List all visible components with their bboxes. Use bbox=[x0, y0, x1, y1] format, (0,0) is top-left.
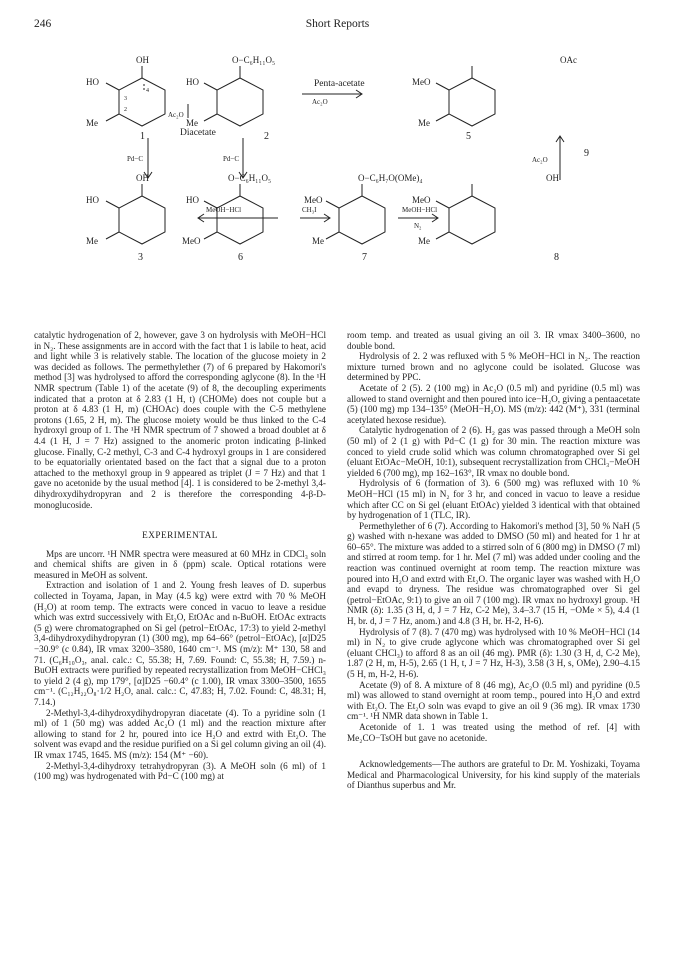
label-7: 7 bbox=[362, 252, 367, 263]
n2-label: N₂ bbox=[414, 222, 422, 230]
s6-meo: MeO bbox=[182, 236, 201, 246]
paragraph-acetonide: Acetonide of 1. 1 was treated using the method of ref. [4] with Me₂CO−TsOH but gave no acetonide. bbox=[347, 721, 640, 743]
ac2o-vertical-label: Ac₂O bbox=[532, 156, 548, 164]
paragraph-hydrogenation-1: 2-Methyl-3,4-dihydroxy tetrahydropyran (3). A MeOH soln (6 ml) of 1 (100 mg) was hydrogenated with Pd−C (100 mg) at bbox=[34, 760, 326, 782]
paragraph-permethylether: Permethylether of 6 (7). According to Hakomori's method [3], 50 % NaH (5 g) washed with n-hexane was added to DMSO (50 ml) and heated for 1 hr at 60–65°. The mixture was added to a stirred soln of 6 (800 mg) in DMSO (7 ml) and stirred at room temp. for 1 hr. MeI (7 ml) was added under cooling and the reaction was continued overnight at room temp. The reaction mixture was poured into H₂O and extrd with Et₂O. The organic layer was washed with H₂O and evapd to dryness. The residue was chromatographed over Si gel (petrol−EtOAc, 9:1) to give an oil 7 (100 mg). IR νmax no hydroxyl group. ¹H NMR (δ): 1.35 (3 H, d, J = 7 Hz, C-2 Me), 3.4–3.7 (15 H, −OMe × 5), 4.4 (1 H, br. d, J = 7 Hz, anom.) and 4.8 (3 H, br. H-2, H-6). bbox=[347, 520, 640, 627]
s6-ho: HO bbox=[186, 195, 199, 205]
s8-me: Me bbox=[418, 236, 430, 246]
s2-glc: O−C₆H₁₁O₅ bbox=[232, 55, 276, 65]
paragraph-extraction: Extraction and isolation of 1 and 2. Young fresh leaves of D. superbus collected in Toyama, Japan, in May (4.5 kg) were extrd with 70 % MeOH (H₂O) at room temp. The extracts were conced in vacuo to leave a residue which was extrd successively with Et₂O, EtOAc and n-BuOH. EtOAc extracts (5 g) were chromatographed on Si gel (petrol−EtOAc, 17:3) to yield 2-methyl 3,4-dihydroxydihydropyran (1) (300 mg), mp 64–66° (petrol−EtOAc), [α]D25 −30.9° (c 0.84), IR νmax 3200–3580, 1640 cm⁻¹. MS (m/z): M⁺ 130, 58 and 71. (C₆H₁₀O₃, anal. calc.: C, 55.38; H, 7.69. Found: C, 55.38; H, 7.59.) n-BuOH extracts were purified by repeated recrystallization from MeOH−CHCl₃ to yield 2 (4 g), mp 179°, [α]D25 −60.4° (c 1.00), IR νmax 3300–3500, 1655 cm⁻¹. (C₁₂H₂₂O₈·1/2 H₂O, anal. calc.: C, 47.83; H, 7.02. Found: C, 48.31; H, 7.14.) bbox=[34, 580, 326, 707]
s5-me: Me bbox=[418, 118, 430, 128]
s3-me: Me bbox=[86, 236, 98, 246]
s8-oh: OH bbox=[546, 173, 559, 183]
s6-glc: O−C₆H₁₁O₅ bbox=[228, 173, 272, 183]
s7-me: Me bbox=[312, 236, 324, 246]
s2-me: Me bbox=[186, 118, 198, 128]
paragraph-continued: room temp. and treated as usual giving an oil 3. IR νmax 3400–3600, no double bond. bbox=[347, 330, 640, 351]
page-header bbox=[0, 18, 675, 34]
page-number: 246 bbox=[34, 18, 52, 30]
right-column bbox=[347, 330, 640, 791]
label-3: 3 bbox=[138, 252, 143, 263]
paragraph-hydrolysis-7: Hydrolysis of 7 (8). 7 (470 mg) was hydrolysed with 10 % MeOH−HCl (14 ml) in N₂ to give crude aglycone which was chromatographed over Si gel (eluant CHCl₃) to afford 8 as an oil (46 mg). PMR (δ): 1.30 (3 H, d, C-2 Me), 1.87 (2 H, m, H-5), 2.65 (1 H, t, J = 7 Hz, H-3), 3.58 (3 H, s, OMe), 2.90–4.15 (5 H, m, H-2, H-6). bbox=[347, 626, 640, 679]
scheme-lines bbox=[106, 66, 564, 244]
label-2: 2 bbox=[264, 131, 269, 142]
label-8: 8 bbox=[554, 252, 559, 263]
s1-ho: HO bbox=[86, 77, 99, 87]
meoh-hcl-n2-label: MeOH−HCl bbox=[402, 206, 438, 214]
ring-num-4: 4 bbox=[146, 88, 149, 94]
reaction-scheme bbox=[0, 40, 675, 325]
paragraph-acetate-8: Acetate (9) of 8. A mixture of 8 (46 mg), Ac₂O (0.5 ml) and pyridine (0.5 ml) was allowed to stand overnight at room temp., poured into H₂O and extrd with Et₂O. The Et₂O soln was evapd to give an oil 9 (36 mg). IR νmax 1730 cm⁻¹. ¹H NMR data shown in Table 1. bbox=[347, 679, 640, 722]
ac2o-arrow-label: Ac₂O bbox=[312, 98, 328, 106]
s2-ho: HO bbox=[186, 77, 199, 87]
label-9: 9 bbox=[584, 148, 589, 159]
experimental-heading: EXPERIMENTAL bbox=[142, 530, 218, 541]
pentaacetate-label: Penta-acetate bbox=[314, 79, 365, 89]
s3-oh: OH bbox=[136, 173, 149, 183]
label-6: 6 bbox=[238, 252, 243, 263]
paragraph-acknowledgements: Acknowledgements—The authors are grateful to Dr. M. Yoshizaki, Toyama Medical and Pharmacological University, for his kind supply of the materials of Dianthus superbus and Mr. bbox=[347, 759, 640, 791]
s5-oac: OAc bbox=[560, 55, 577, 65]
s1-me: Me bbox=[86, 118, 98, 128]
ring-num-3: 3 bbox=[124, 96, 127, 102]
paragraph-diacetate: 2-Methyl-3,4-dihydroxydihydropyran diacetate (4). To a pyridine soln (1 ml) of 1 (50 mg) was added Ac₂O (1 ml) and the reaction mixture after allowing to stand for 2 hr, poured into ice H₂O and extrd with Et₂O. The solvent was evapd and the residue purified on a Si gel column giving an oil (4). IR νmax 1745, 1645. MS (m/z): 154 (M⁺ −60). bbox=[34, 707, 326, 760]
paragraph-general: Mps are uncorr. ¹H NMR spectra were measured at 60 MHz in CDCl₃ soln and chemical shifts are given in δ (ppm) scale. Optical rotations were measured in MeOH as solvent. bbox=[34, 548, 326, 580]
pdc-label-1: Pd−C bbox=[127, 155, 144, 163]
ring-num-2: 2 bbox=[124, 107, 127, 113]
left-column bbox=[34, 330, 326, 782]
paragraph-acetate-2: Acetate of 2 (5). 2 (100 mg) in Ac₂O (0.5 ml) and pyridine (0.5 ml) was allowed to stand overnight and then poured into ice−H₂O, giving a pentaacetate (5) (100 mg) mp 134–135° (MeOH−H₂O). MS (m/z): 442 (M⁺), 331 (terminal acetylated hexose residue). bbox=[347, 382, 640, 425]
pdc-label-2: Pd−C bbox=[223, 155, 240, 163]
ch3i-label: CH₃I bbox=[302, 206, 317, 214]
paragraph-hydrogenation-2: Catalytic hydrogenation of 2 (6). H₂ gas was passed through a MeOH soln (50 ml) of 2 (1 g) with Pd−C (1 g) for 30 min. The reaction mixture was conced to yield crude solid which was column chromatographed over Si gel (eluant EtOAc−MeOH, 10:1), subsequent recrystallization from CHCl₃−MeOH yielded 6 (700 mg), mp 162–163°, IR νmax no double bond. bbox=[347, 425, 640, 478]
meoh-hcl-label: MeOH−HCl bbox=[206, 206, 242, 214]
paragraph-hydrolysis-6: Hydrolysis of 6 (formation of 3). 6 (500 mg) was refluxed with 10 % MeOH−HCl (15 ml) in N₂ for 3 hr, and conced in vacuo to leave a residue which after CC on Si gel (eluant EtOAc) yielded 3 identical with that obtained by hydrogenation of 1 (TLC, IR). bbox=[347, 478, 640, 521]
ac2o-label: Ac₂O bbox=[168, 111, 184, 119]
label-5: 5 bbox=[466, 131, 471, 142]
s1-oh: OH bbox=[136, 55, 149, 65]
paragraph-discussion: catalytic hydrogenation of 2, however, gave 3 on hydrolysis with MeOH−HCl in N₂. These assignments are in accord with the fact that 1 is labile to heat, acid and light while 3 is relatively stable. The location of the glucose moiety in 2 was decided as follows. The permethylether (7) of 6 prepared by Hakomori's method [3] was hydrolysed to afford the corresponding aglycone (8). In the ¹H NMR spectrum (Table 1) of the acetate (9) of 8, the decoupling experiments indicated that a proton at δ 2.83 (1 H, t) (CHOMe) does not couple but a proton at δ 4.83 (1 H, m) (CHOAc) does couple with the C-5 methylene protons (1.65, 2 H, m). The glucose moiety would be thus linked to the C-4 hydroxyl group of 1. The ¹H NMR spectrum of 7 showed a broad doublet at δ 4.4 (1 H, J = 7 Hz) assigned to the anomeric proton indicating β-linked glucose. Finally, C-2 methyl, C-3 and C-4 hydroxyl groups in 1 are considered to be equatorially orientated based on the fact that a signal due to a proton attached to the methoxyl group in 9 appeared as triplet (J = 7 Hz) and that 1 gave no acetonide by the usual method [4]. 1 is considered to be 2-methyl 3,4-dihydroxydihydropyran and 2 is therefore the corresponding 4-β-D-monoglucoside. bbox=[34, 330, 326, 510]
s3-ho: HO bbox=[86, 195, 99, 205]
s7-meo: MeO bbox=[304, 195, 323, 205]
s8-meo: MeO bbox=[412, 195, 431, 205]
s7-glcme: O−C₆H₇O(OMe)₄ bbox=[358, 173, 423, 183]
paragraph-hydrolysis-2: Hydrolysis of 2. 2 was refluxed with 5 % MeOH−HCl in N₂. The reaction mixture turned brown and no aglycone could be isolated. Glucose was determined by PPC. bbox=[347, 351, 640, 383]
label-1: 1 bbox=[140, 131, 145, 142]
diacetate-label: Diacetate bbox=[180, 128, 216, 138]
s5-meo: MeO bbox=[412, 77, 431, 87]
running-title: Short Reports bbox=[305, 18, 370, 30]
